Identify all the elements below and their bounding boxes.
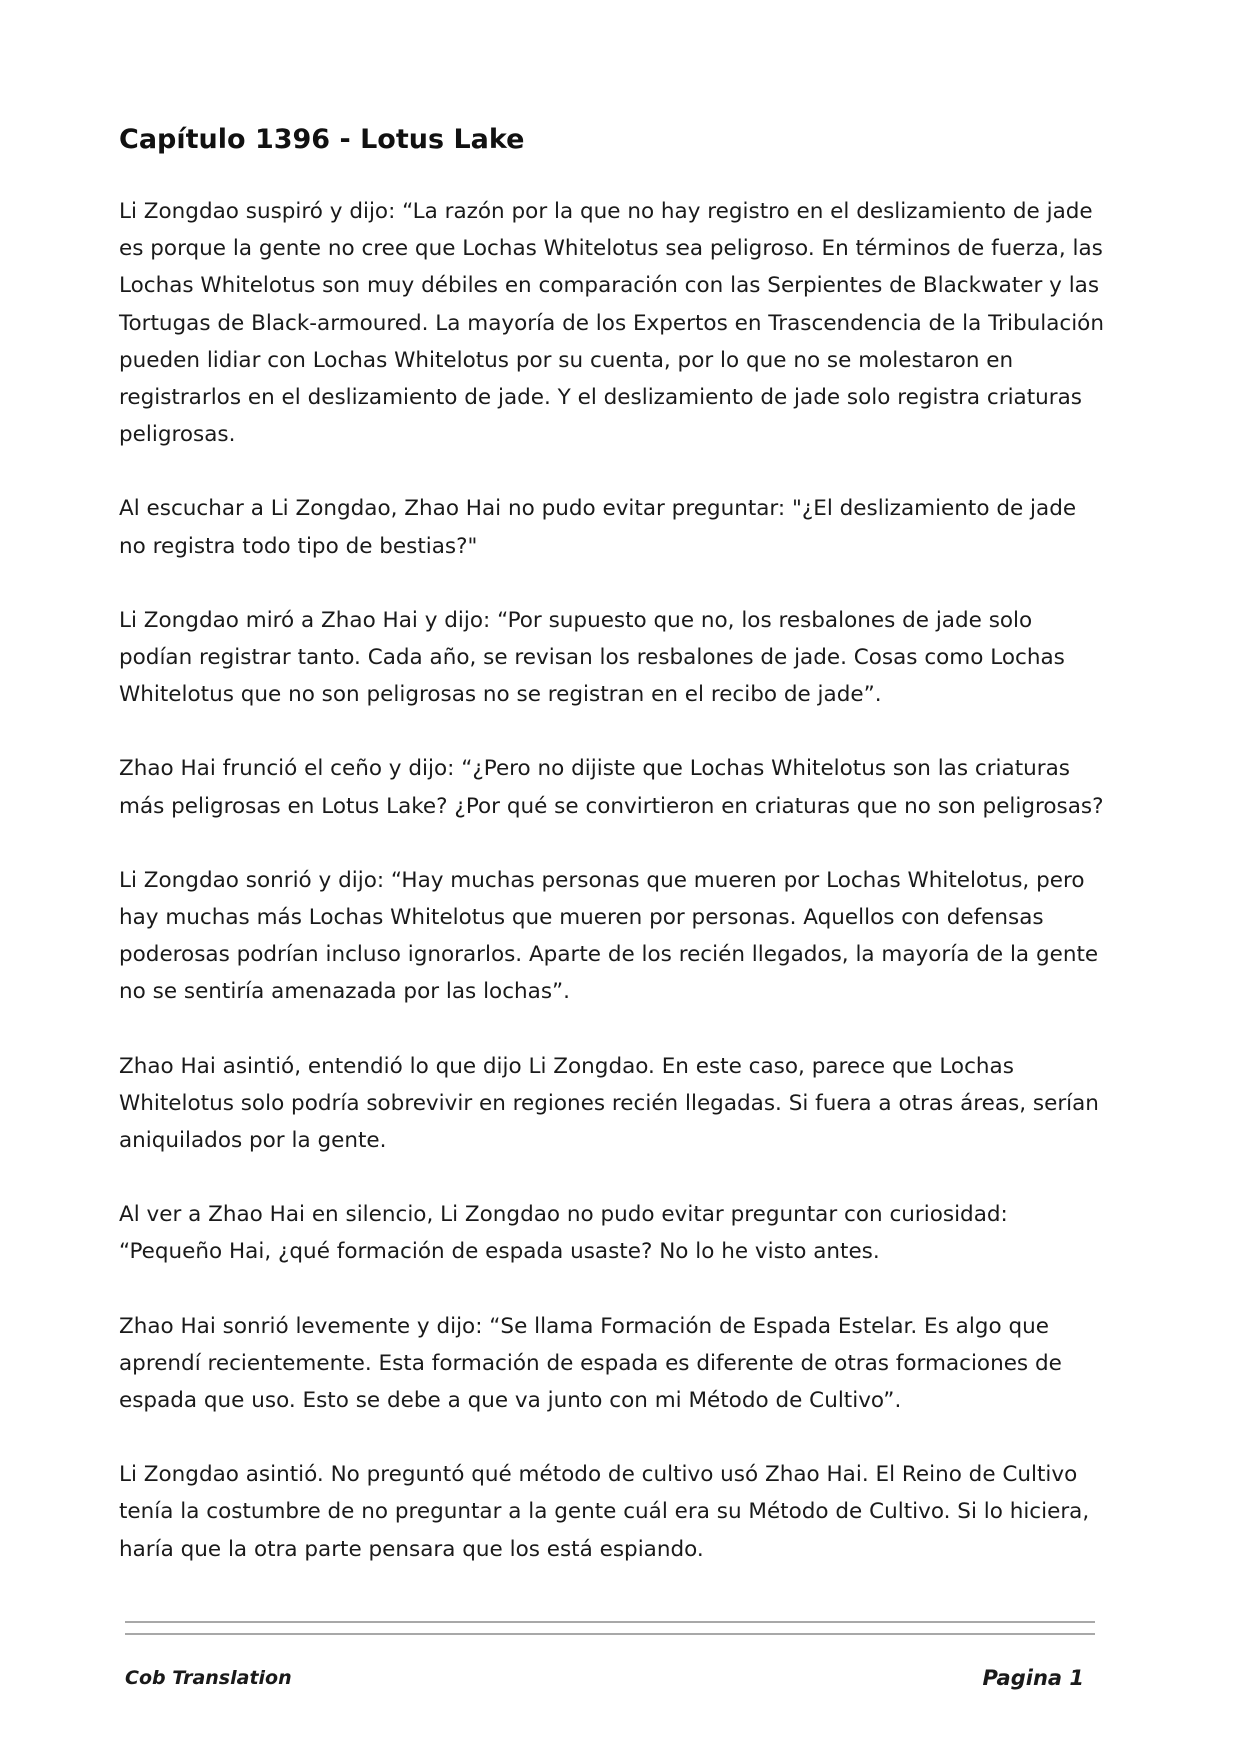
footer-page-number: Pagina 1 — [982, 1666, 1084, 1690]
footer-translator-credit: Cob Translation — [125, 1667, 292, 1689]
chapter-title: Capítulo 1396 - Lotus Lake — [119, 124, 525, 155]
chapter-body — [119, 193, 1105, 1605]
paragraph: Zhao Hai asintió, entendió lo que dijo Li Zongdao. En este caso, parece que Lochas Whitelotus solo podría sobrevivir en regiones recién llegadas. Si fuera a otras áreas, serían aniquilados por la gente. — [119, 1053, 1099, 1154]
footer-divider-bottom — [125, 1633, 1095, 1635]
paragraph: Zhao Hai sonrió levemente y dijo: “Se llama Formación de Espada Estelar. Es algo que aprendí recientemente. Esta formación de espada es diferente de otras formaciones de espada que uso. Esto se debe a que va junto con mi Método de Cultivo”. — [119, 1313, 1062, 1414]
footer-divider-top — [125, 1621, 1095, 1623]
paragraph: Li Zongdao sonrió y dijo: “Hay muchas personas que mueren por Lochas Whitelotus, pero hay muchas más Lochas Whitelotus que mueren por personas. Aquellos con defensas poderosas podrían incluso ignorarlos. Aparte de los recién llegados, la mayoría de la gente no se sentiría amenazada por las lochas”. — [119, 867, 1099, 1005]
paragraph: Zhao Hai frunció el ceño y dijo: “¿Pero no dijiste que Lochas Whitelotus son las criaturas más peligrosas en Lotus Lake? ¿Por qué se convirtieron en criaturas que no son peligrosas? — [119, 756, 1104, 819]
paragraph: Li Zongdao miró a Zhao Hai y dijo: “Por supuesto que no, los resbalones de jade solo podían registrar tanto. Cada año, se revisan los resbalones de jade. Cosas como Lochas Whitelotus que no son peligrosas no se registran en el recibo de jade”. — [119, 607, 1065, 708]
paragraph: Al ver a Zhao Hai en silencio, Li Zongdao no pudo evitar preguntar con curiosidad: “Pequeño Hai, ¿qué formación de espada usaste? No lo he visto antes. — [119, 1202, 1008, 1265]
paragraph: Al escuchar a Li Zongdao, Zhao Hai no pudo evitar preguntar: "¿El deslizamiento de jade no registra todo tipo de bestias?" — [119, 496, 1077, 559]
paragraph: Li Zongdao asintió. No preguntó qué método de cultivo usó Zhao Hai. El Reino de Cultivo tenía la costumbre de no preguntar a la gente cuál era su Método de Cultivo. Si lo hiciera, haría que la otra parte pensara que los está espiando. — [119, 1462, 1090, 1562]
paragraph: Li Zongdao suspiró y dijo: “La razón por la que no hay registro en el deslizamiento de jade es porque la gente no cree que Lochas Whitelotus sea peligroso. En términos de fuerza, las Lochas Whitelotus son muy débiles en comparación con las Serpientes de Blackwater y las Tortugas de Black-armoured. La mayoría de los Expertos en Trascendencia de la Tribulación pueden lidiar con Lochas Whitelotus por su cuenta, por lo que no se molestaron en registrarlos en el deslizamiento de jade. Y el deslizamiento de jade solo registra criaturas peligrosas. — [119, 199, 1104, 448]
